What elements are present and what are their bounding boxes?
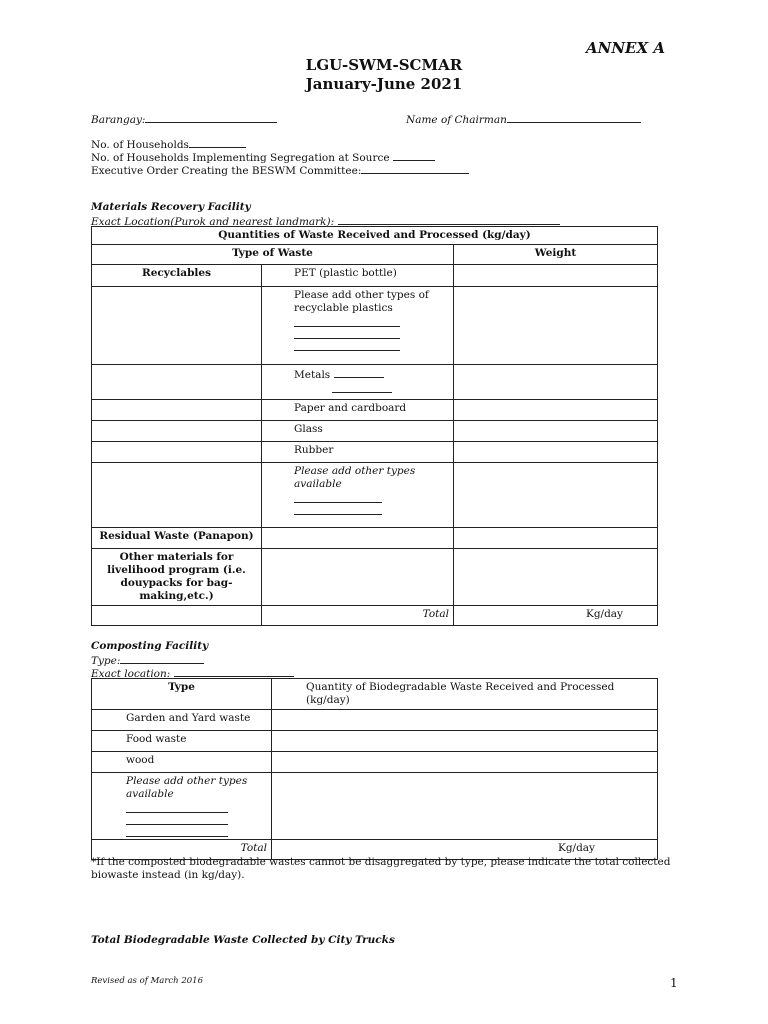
recyclables-label: Recyclables (92, 265, 262, 287)
revision-note: Revised as of March 2016 (91, 976, 203, 986)
table-row (92, 442, 658, 463)
other-types-label: Please add other types available (294, 465, 416, 490)
barangay-label: Barangay: (91, 114, 146, 126)
residual-label: Residual Waste (Panapon) (92, 528, 262, 549)
rubber-label: Rubber (262, 442, 454, 463)
garden-qty-cell[interactable] (272, 710, 658, 731)
residual-cell[interactable] (262, 528, 454, 549)
mrf-table-title: Quantities of Waste Received and Processed (kg/day) (92, 227, 658, 245)
compost-other-label: Please add other types available (126, 775, 248, 800)
empty-cell (92, 421, 262, 442)
blank-line[interactable] (294, 327, 400, 339)
table-row (92, 463, 658, 528)
table-row (92, 400, 658, 421)
wood-qty-cell[interactable] (272, 752, 658, 773)
executive-order-blank[interactable] (361, 163, 469, 174)
col-type: Type (92, 679, 272, 710)
compost-type-label: Type: (91, 655, 121, 667)
blank-line[interactable] (332, 382, 392, 393)
compost-location-blank[interactable] (174, 666, 294, 677)
rubber-weight-cell[interactable] (454, 442, 658, 463)
metals-cell[interactable] (262, 365, 454, 400)
table-row (92, 731, 658, 752)
mrf-location-blank[interactable] (338, 214, 560, 225)
compost-type-field[interactable] (91, 653, 204, 667)
table-row (92, 549, 658, 606)
compost-other-qty-cell[interactable] (272, 773, 658, 840)
table-row (92, 606, 658, 626)
blank-line[interactable] (294, 503, 382, 515)
barangay-blank[interactable] (145, 112, 277, 123)
col-type-of-waste: Type of Waste (92, 245, 454, 265)
metals-label: Metals (294, 369, 331, 381)
compost-heading: Composting Facility (91, 640, 209, 652)
mrf-table (91, 226, 658, 626)
form-title: LGU-SWM-SCMAR (305, 56, 463, 74)
households-segregation-label: No. of Households Implementing Segregation at Source (91, 152, 390, 164)
mrf-heading: Materials Recovery Facility (91, 201, 251, 213)
table-row (92, 421, 658, 442)
other-materials-label: Other materials for livelihood program (i.e. douypacks for bag-making,etc.) (92, 549, 262, 606)
table-row (92, 679, 658, 710)
blank-line[interactable] (294, 339, 400, 351)
table-row (92, 528, 658, 549)
barangay-field[interactable] (91, 112, 277, 126)
mrf-total-unit: Kg/day (454, 606, 658, 626)
households-segregation-blank[interactable] (393, 150, 435, 161)
other-plastics-weight-cell[interactable] (454, 287, 658, 365)
food-qty-cell[interactable] (272, 731, 658, 752)
garden-label: Garden and Yard waste (92, 710, 272, 731)
empty-cell (92, 400, 262, 421)
other-types-cell[interactable] (262, 463, 454, 528)
table-row (92, 287, 658, 365)
col-quantity-label: Quantity of Biodegradable Waste Received and Processed (kg/day) (306, 681, 615, 706)
table-row (92, 265, 658, 287)
blank-line[interactable] (126, 801, 228, 813)
executive-order-field[interactable] (91, 163, 469, 177)
chairman-label: Name of Chairman (406, 114, 507, 126)
page-number: 1 (670, 976, 678, 990)
empty-cell (92, 442, 262, 463)
other-types-weight-cell[interactable] (454, 463, 658, 528)
blank-line[interactable] (334, 367, 384, 378)
paper-label: Paper and cardboard (262, 400, 454, 421)
blank-line[interactable] (294, 491, 382, 503)
empty-cell (92, 365, 262, 400)
empty-cell (92, 287, 262, 365)
compost-total-unit: Kg/day (272, 840, 658, 860)
blank-line[interactable] (126, 813, 228, 825)
compost-total-label: Total (92, 840, 272, 860)
households-segregation-field[interactable] (91, 150, 435, 164)
form-period: January-June 2021 (305, 75, 463, 93)
compost-other-cell[interactable] (92, 773, 272, 840)
table-row (92, 365, 658, 400)
table-row (92, 752, 658, 773)
households-field[interactable] (91, 137, 246, 151)
col-weight: Weight (454, 245, 658, 265)
empty-cell (92, 463, 262, 528)
compost-location-label: Exact location: (91, 668, 171, 680)
glass-label: Glass (262, 421, 454, 442)
residual-weight-cell[interactable] (454, 528, 658, 549)
compost-note: *If the composted biodegradable wastes cannot be disaggregated by type, please indicate the total collected biowaste instead (in kg/day). (91, 856, 671, 881)
executive-order-label: Executive Order Creating the BESWM Committee: (91, 165, 362, 177)
table-row (92, 710, 658, 731)
col-quantity (272, 679, 658, 710)
chairman-field[interactable] (406, 112, 641, 126)
compost-table (91, 678, 658, 860)
mrf-total-label: Total (262, 606, 454, 626)
table-row (92, 227, 658, 245)
pet-label: PET (plastic bottle) (262, 265, 454, 287)
households-label: No. of Households (91, 139, 189, 151)
trucks-heading: Total Biodegradable Waste Collected by City Trucks (91, 934, 395, 946)
glass-weight-cell[interactable] (454, 421, 658, 442)
table-row (92, 245, 658, 265)
compost-type-blank[interactable] (120, 653, 204, 664)
pet-weight-cell[interactable] (454, 265, 658, 287)
other-plastics-label: Please add other types of recyclable plastics (294, 289, 429, 314)
other-materials-weight-cell[interactable] (454, 549, 658, 606)
metals-weight-cell[interactable] (454, 365, 658, 400)
blank-line[interactable] (126, 825, 228, 837)
households-blank[interactable] (189, 137, 246, 148)
wood-label: wood (92, 752, 272, 773)
other-materials-cell[interactable] (262, 549, 454, 606)
chairman-blank[interactable] (507, 112, 641, 123)
annex-label: ANNEX A (586, 39, 665, 57)
blank-line[interactable] (294, 315, 400, 327)
empty-cell (92, 606, 262, 626)
table-row (92, 773, 658, 840)
other-plastics-cell[interactable] (262, 287, 454, 365)
mrf-location-label: Exact Location(Purok and nearest landmark): (91, 216, 335, 228)
paper-weight-cell[interactable] (454, 400, 658, 421)
food-label: Food waste (92, 731, 272, 752)
